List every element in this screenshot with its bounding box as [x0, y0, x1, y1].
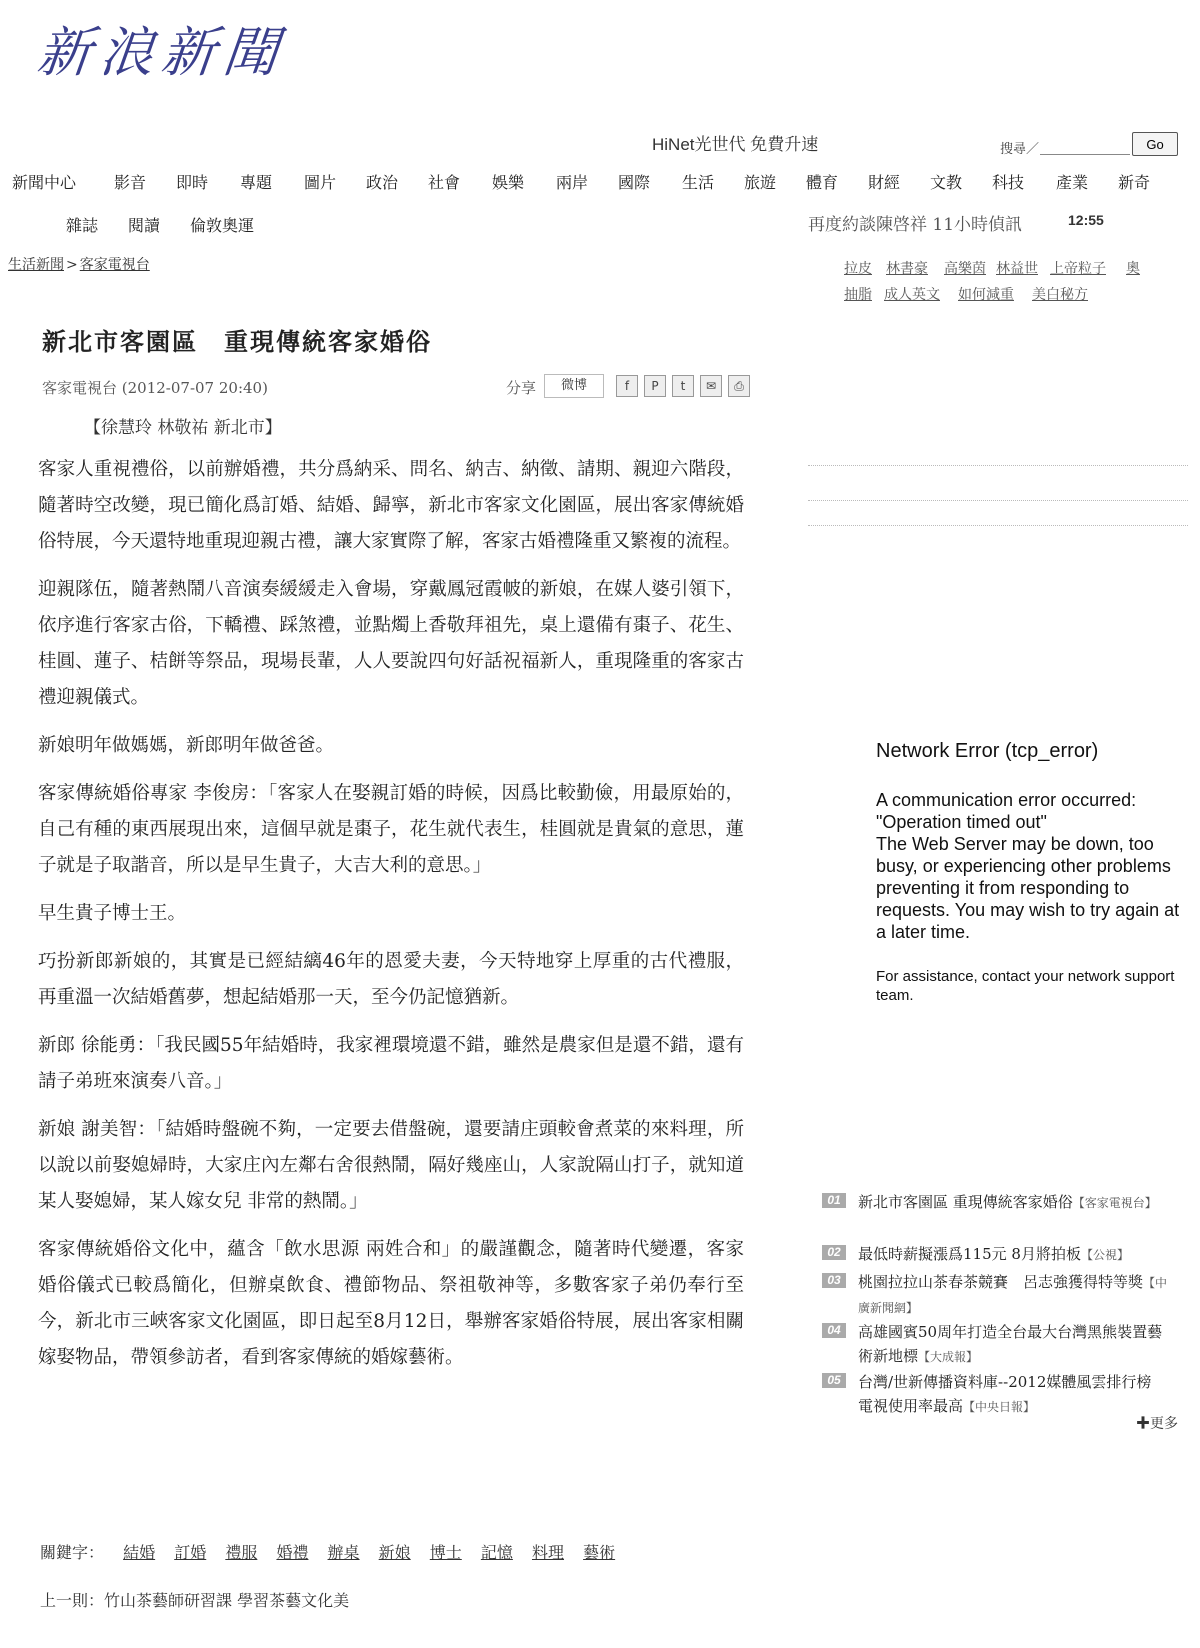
nav-item-cross-strait[interactable]: 兩岸 [556, 173, 589, 192]
share-label: 分享 [506, 379, 537, 397]
nav-item-society[interactable]: 社會 [428, 173, 461, 192]
article-paragraph: 巧扮新郎新娘的，其實是已經結縭46年的恩愛夫妻，今天特地穿上厚重的古代禮服，再重溫一次結婚舊夢，想起結婚那一天，至今仍記憶猶新。 [38, 951, 744, 1008]
hot-tag[interactable]: 抽脂 [844, 287, 872, 303]
divider [808, 525, 1188, 526]
hot-tag[interactable]: 林益世 [996, 261, 1038, 277]
nav-item-photos[interactable]: 圖片 [304, 173, 337, 192]
nav-item-politics[interactable]: 政治 [366, 173, 399, 192]
breadcrumb-section-link[interactable]: 生活新聞 [8, 257, 64, 273]
nav-item-novelty[interactable]: 新奇 [1118, 173, 1151, 192]
nav-item-culture-edu[interactable]: 文教 [930, 173, 963, 192]
keyword-link[interactable]: 新娘 [378, 1543, 411, 1562]
error-detail: The Web Server may be down, too busy, or experiencing other problems preventing it from responding to requests. You may wish to try again at a later time. [876, 834, 1180, 942]
nav-item-international[interactable]: 國際 [618, 173, 651, 192]
more-label: 更多 [1150, 1416, 1178, 1432]
main-nav [10, 170, 1190, 194]
rank-badge: 04 [822, 1323, 846, 1338]
news-source: 【公視】 [1080, 1248, 1129, 1262]
keyword-link[interactable]: 訂婚 [174, 1543, 207, 1562]
error-message: A communication error occurred: "Operation timed out" [876, 790, 1137, 832]
previous-article-link[interactable]: 竹山茶藝師研習課 學習茶藝文化美 [104, 1591, 350, 1610]
keyword-link[interactable]: 藝術 [583, 1543, 616, 1562]
article-paragraph: 客家傳統婚俗專家 李俊房：「客家人在娶親訂婚的時候，因爲比較勤儉，用最原始的，自己有種的東西展現出來，這個早就是棗子，花生就代表生，桂圓就是貴氣的意思，蓮子就是子取諧音，所以是早生貴子，大吉大利的意思。」 [38, 783, 744, 876]
previous-article [40, 1588, 349, 1611]
nav-item-tech[interactable]: 科技 [992, 173, 1025, 192]
hot-tag[interactable]: 拉皮 [844, 261, 872, 277]
keyword-link[interactable]: 料理 [531, 1543, 564, 1562]
nav-item-realtime[interactable]: 即時 [176, 173, 209, 192]
hot-tag[interactable]: 上帝粒子 [1050, 261, 1106, 277]
breadcrumb [8, 254, 150, 274]
facebook-icon[interactable]: f [616, 375, 638, 397]
search-label: 搜尋／ [1000, 142, 1040, 157]
hot-tag[interactable]: 林書豪 [886, 261, 928, 277]
network-error-panel [876, 740, 1186, 1005]
keyword-link[interactable]: 婚禮 [276, 1543, 309, 1562]
error-help: For assistance, contact your network support team. [876, 968, 1175, 1004]
news-title[interactable]: 台灣/世新傳播資料庫--2012媒體風雲排行榜 電視使用率最高 [858, 1373, 1167, 1415]
nav-item-entertainment[interactable]: 娛樂 [492, 173, 525, 192]
article-paragraph: 早生貴子博士王。 [38, 903, 187, 924]
news-title[interactable]: 最低時薪擬漲爲115元 8月將拍板 [858, 1245, 1081, 1263]
share-bar [506, 374, 756, 398]
article-paragraph: 迎親隊伍，隨著熱鬧八音演奏緩緩走入會場，穿戴鳳冠霞帔的新娘，在媒人婆引領下，依序進行客家古俗，下轎禮、踩煞禮，並點燭上香敬拜祖先，桌上還備有棗子、花生、桂圓、蓮子、桔餅等祭品，現場長輩，人人要說四句好話祝福新人，重現隆重的客家古禮迎親儀式。 [38, 579, 744, 708]
plus-icon: ✚ [1136, 1416, 1150, 1432]
news-source: 【大成報】 [918, 1350, 979, 1364]
keywords [40, 1540, 615, 1563]
news-ticker[interactable]: 再度約談陳啓祥 11小時偵訊 [808, 215, 1023, 235]
news-title[interactable]: 桃園拉拉山茶春茶競賽 呂志強獲得特等獎 [858, 1273, 1144, 1291]
news-title[interactable]: 新北市客園區 重現傳統客家婚俗 [858, 1193, 1073, 1211]
twitter-icon[interactable]: t [672, 375, 694, 397]
rank-badge: 05 [822, 1373, 846, 1388]
article-title: 新北市客園區 重現傳統客家婚俗 [42, 327, 432, 356]
nav-item-finance[interactable]: 財經 [868, 173, 901, 192]
hot-tag[interactable]: 美白秘方 [1032, 287, 1088, 303]
rank-badge: 01 [822, 1193, 846, 1208]
keyword-link[interactable]: 禮服 [225, 1543, 258, 1562]
plurk-icon[interactable]: P [644, 375, 666, 397]
hot-tag[interactable]: 如何減重 [958, 287, 1014, 303]
news-source: 【中廣新聞網】 [858, 1276, 1168, 1315]
rank-badge: 03 [822, 1273, 846, 1288]
hot-tag[interactable]: 成人英文 [884, 287, 940, 303]
article-paragraph: 新娘明年做媽媽，新郎明年做爸爸。 [38, 735, 335, 756]
ticker-time: 12:55 [1068, 212, 1104, 228]
keyword-link[interactable]: 結婚 [123, 1543, 156, 1562]
email-icon[interactable]: ✉ [700, 375, 722, 397]
nav-item-topics[interactable]: 專題 [240, 173, 273, 192]
keywords-label: 關鍵字： [40, 1543, 105, 1562]
nav-item-sports[interactable]: 體育 [806, 173, 839, 192]
article-paragraph: 新娘 謝美智：「結婚時盤碗不夠，一定要去借盤碗，還要請庄頭較會煮菜的來料理，所以說以前娶媳婦時，大家庄內左鄰右舍很熱鬧，隔好幾座山，人家說隔山打子，就知道某人娶媳婦，某人嫁女兒 非常的熱鬧。」 [38, 1119, 744, 1212]
hot-tag[interactable]: 奧 [1126, 261, 1140, 277]
news-source: 【客家電視台】 [1072, 1196, 1157, 1210]
nav-item-travel[interactable]: 旅遊 [744, 173, 777, 192]
nav-item-london-olympics[interactable]: 倫敦奧運 [190, 216, 255, 235]
breadcrumb-separator: > [66, 257, 78, 273]
nav-item-life[interactable]: 生活 [682, 173, 715, 192]
nav-item-industry[interactable]: 產業 [1056, 173, 1089, 192]
search-input[interactable] [1040, 132, 1130, 155]
nav-item-video[interactable]: 影音 [114, 173, 147, 192]
article-byline: 【徐慧玲 林敬祐 新北市】 [84, 418, 282, 438]
article-paragraph: 新郎 徐能勇：「我民國55年結婚時，我家裡環境還不錯，雖然是農家但是還不錯，還有請子弟班來演奏八音。」 [38, 1035, 744, 1092]
breadcrumb-channel-link[interactable]: 客家電視台 [79, 257, 150, 273]
rank-badge: 02 [822, 1245, 846, 1260]
nav-item-reading[interactable]: 閱讀 [128, 216, 161, 235]
article-meta: 客家電視台 (2012-07-07 20:40) [42, 379, 268, 397]
print-icon[interactable]: ⎙ [728, 375, 750, 397]
go-button[interactable]: Go [1132, 132, 1178, 156]
keyword-link[interactable]: 博士 [429, 1543, 462, 1562]
article-paragraph: 客家傳統婚俗文化中，蘊含「飲水思源 兩姓合和」的嚴謹觀念，隨著時代變遷，客家婚俗儀式已較爲簡化，但辦桌飲食、禮節物品、祭祖敬神等，多數客家子弟仍奉行至今，新北市三峽客家文化園區，即日起至8月12日，舉辦客家婚俗特展，展出客家相關嫁娶物品，帶領參訪者，看到客家傳統的婚嫁藝術。 [38, 1239, 744, 1368]
nav-item-magazine[interactable]: 雜誌 [66, 216, 99, 235]
secondary-nav [66, 213, 666, 237]
site-logo[interactable]: 新浪新聞 [34, 21, 289, 84]
hot-tag[interactable]: 高樂茵 [944, 261, 986, 277]
error-title: Network Error (tcp_error) [876, 740, 1099, 762]
keyword-link[interactable]: 記憶 [480, 1543, 513, 1562]
divider [808, 465, 1188, 466]
divider [808, 500, 1188, 501]
promo-link[interactable]: HiNet光世代 免費升速 [652, 135, 819, 154]
previous-article-label: 上一則： [40, 1591, 105, 1610]
weibo-share-button[interactable]: 微博 [544, 374, 604, 398]
article-body [38, 452, 744, 1388]
more-link[interactable] [1136, 1413, 1178, 1433]
news-title[interactable]: 高雄國賓50周年打造全台最大台灣黑熊裝置藝術新地標 [858, 1323, 1163, 1365]
article-paragraph: 客家人重視禮俗，以前辦婚禮，共分爲納采、問名、納吉、納徵、請期、親迎六階段，隨著時空改變，現已簡化爲訂婚、結婚、歸寧，新北市客家文化園區，展出客家傳統婚俗特展，今天還特地重現迎親古禮，讓大家實際了解，客家古婚禮隆重又繁複的流程。 [38, 459, 744, 552]
nav-item-news-center[interactable]: 新聞中心 [12, 173, 77, 192]
news-source: 【中央日報】 [963, 1400, 1036, 1414]
keyword-link[interactable]: 辦桌 [327, 1543, 360, 1562]
